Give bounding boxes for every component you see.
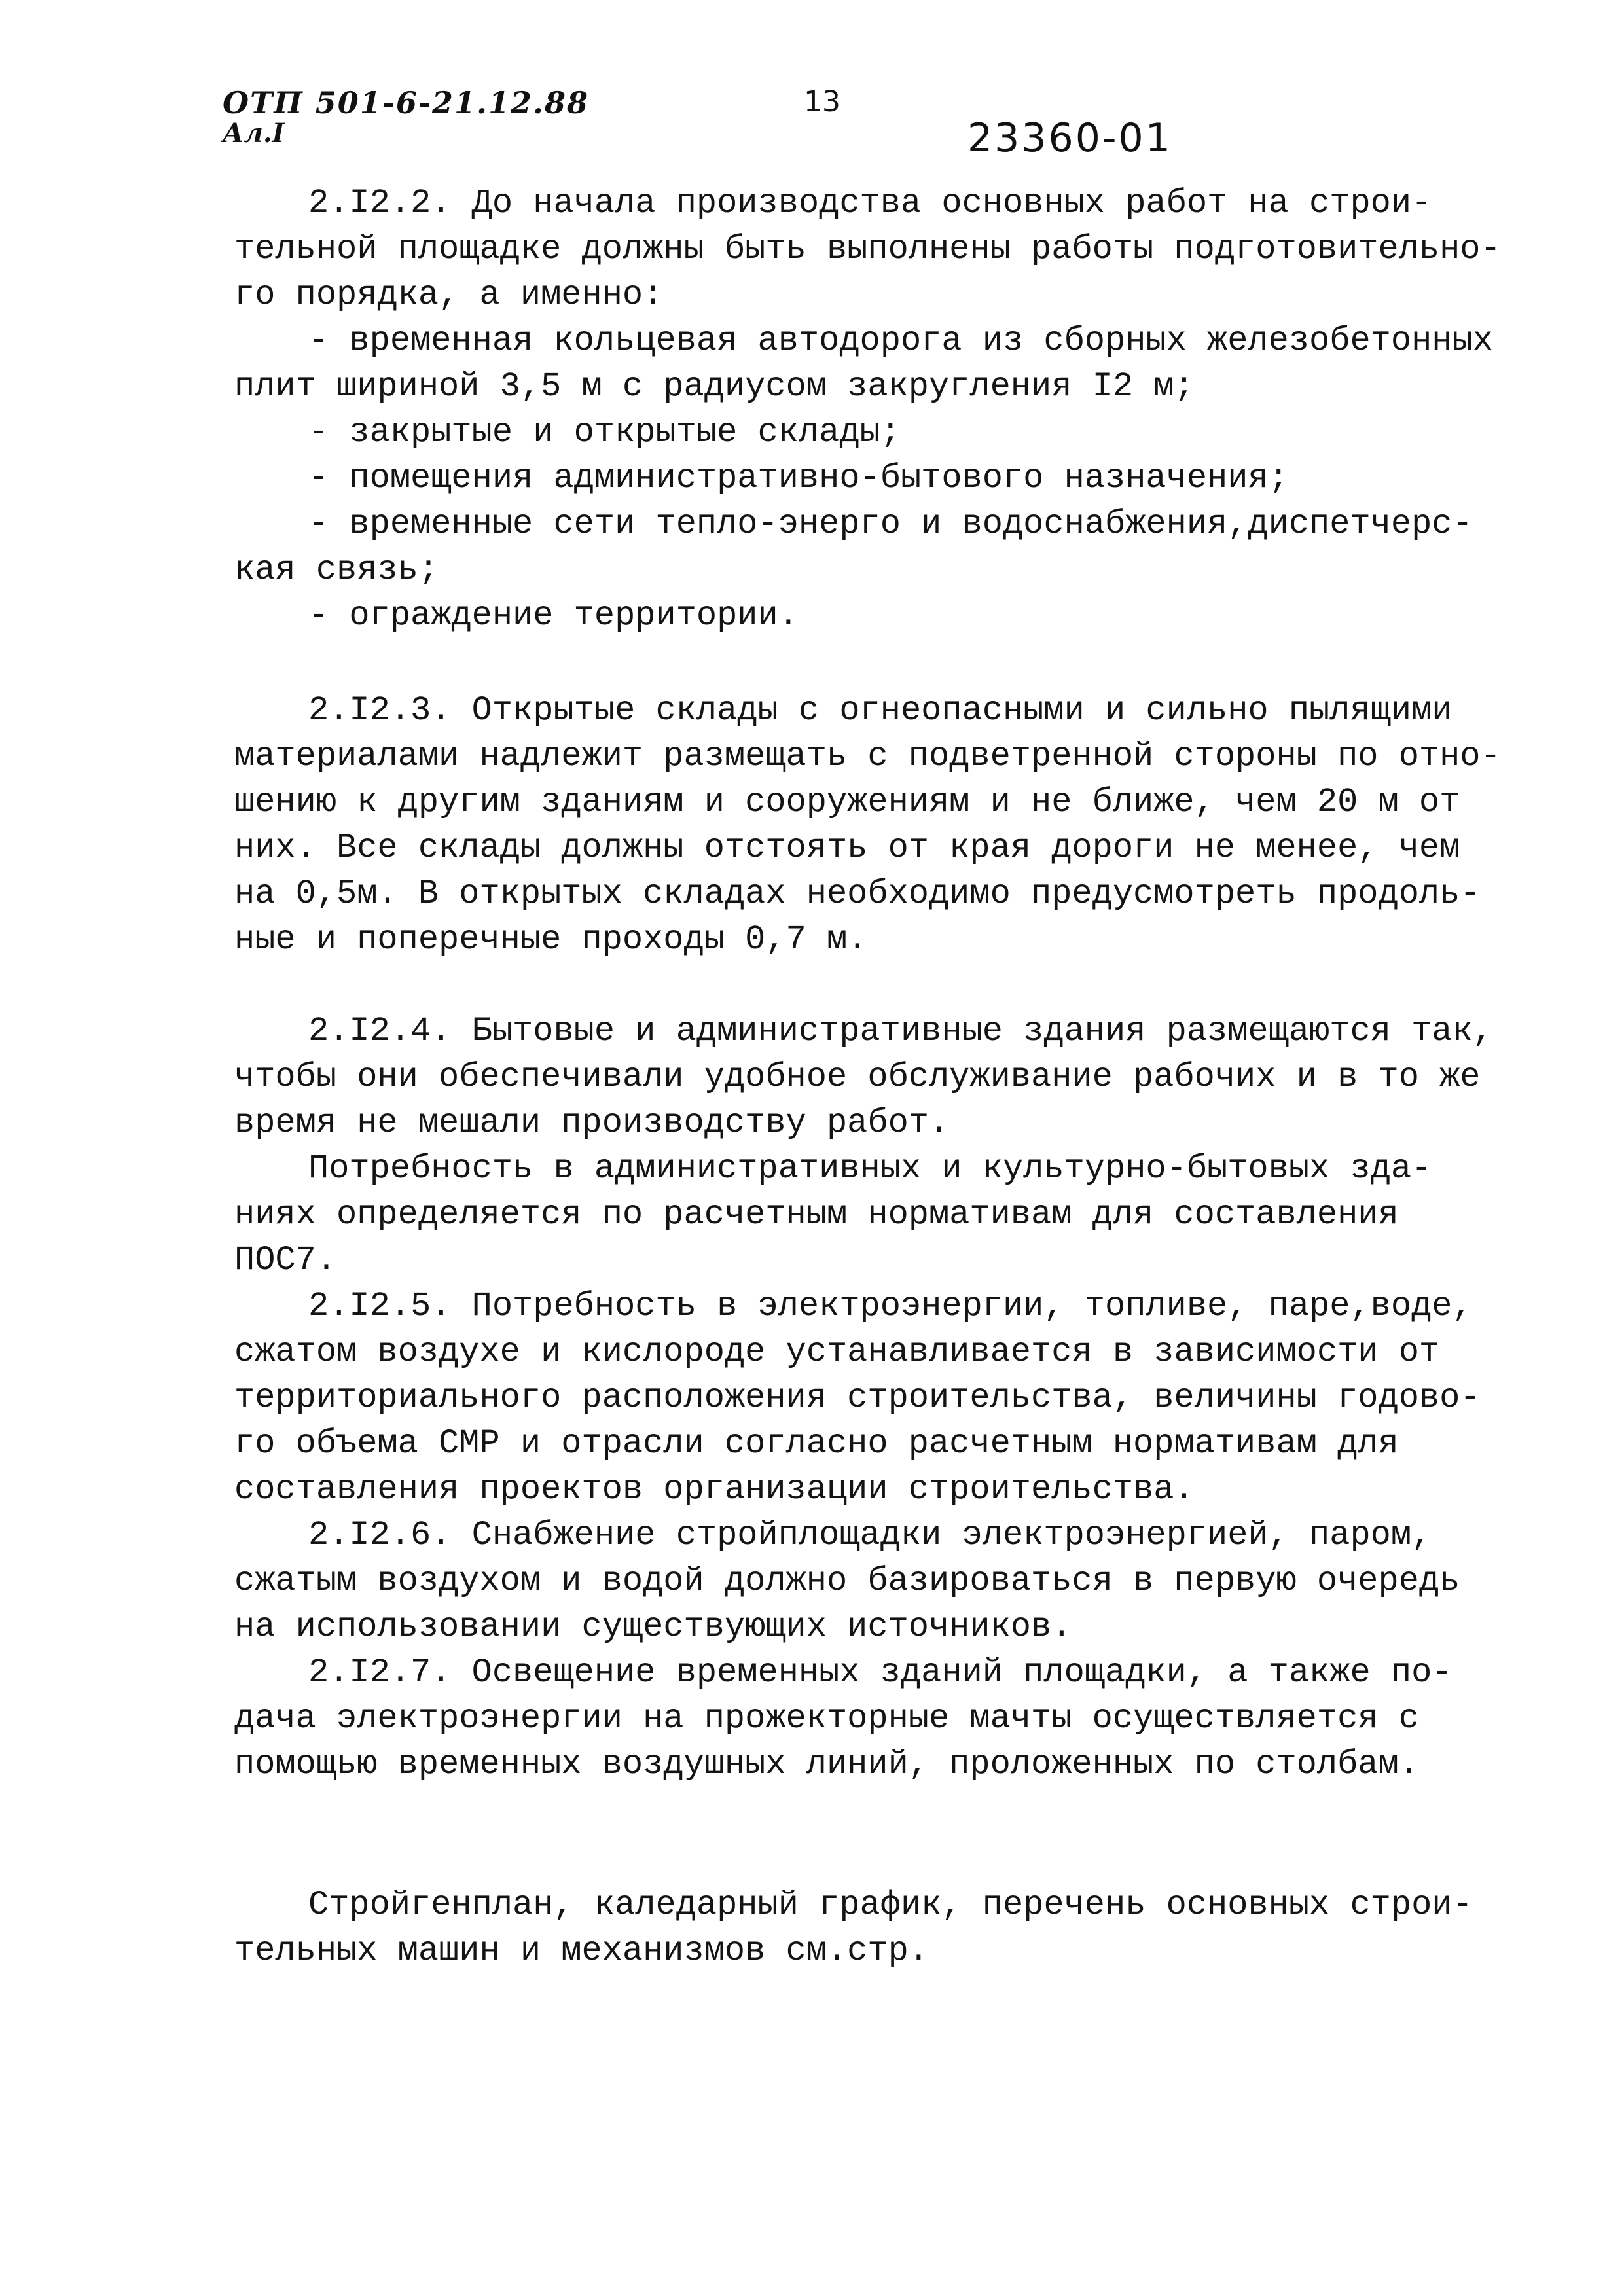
text-line: 2.I2.2. До начала производства основных работ на строи- (308, 184, 1432, 223)
document-code: ОТП 501-6-21.12.88 (223, 85, 590, 120)
text-line: 2.I2.7. Освещение временных зданий площадки, а также по- (308, 1653, 1453, 1692)
page-number: 13 (804, 85, 840, 118)
text-line: - временные сети тепло-энерго и водоснабжения,диспетчерс- (308, 505, 1473, 543)
text-line: плит шириной 3,5 м с радиусом закругления I2 м; (234, 367, 1195, 406)
text-line: - закрытые и открытые склады; (308, 413, 901, 452)
text-line: 2.I2.5. Потребность в электроэнергии, топливе, паре,воде, (308, 1287, 1473, 1325)
text-line: на использовании существующих источников. (234, 1607, 1072, 1646)
text-line: тельной площадке должны быть выполнены работы подготовительно- (234, 230, 1501, 268)
text-line: дача электроэнергии на прожекторные мачты осуществляется с (234, 1699, 1419, 1738)
text-line: 2.I2.4. Бытовые и административные здания размещаются так, (308, 1012, 1493, 1050)
text-line: сжатым воздухом и водой должно базироваться в первую очередь (234, 1562, 1460, 1600)
text-line: го порядка, а именно: (234, 276, 664, 314)
document-number: 23360-01 (967, 115, 1172, 161)
text-line: ниях определяется по расчетным нормативам для составления (234, 1195, 1399, 1234)
text-line: время не мешали производству работ. (234, 1103, 950, 1142)
text-line: шению к другим зданиям и сооружениям и не ближе, чем 20 м от (234, 783, 1460, 821)
text-line: помощью временных воздушных линий, проложенных по столбам. (234, 1745, 1419, 1784)
text-line: 2.I2.6. Снабжение стройплощадки электроэнергией, паром, (308, 1516, 1432, 1554)
sheet-label: Ал.I (223, 118, 285, 149)
text-line: составления проектов организации строительства. (234, 1470, 1195, 1509)
text-line: на 0,5м. В открытых складах необходимо предусмотреть продоль- (234, 874, 1481, 913)
text-line: территориального расположения строительства, величины годово- (234, 1378, 1481, 1417)
text-line: кая связь; (234, 550, 439, 589)
text-line: Потребность в административных и культурно-бытовых зда- (308, 1149, 1432, 1188)
text-line: ные и поперечные проходы 0,7 м. (234, 920, 868, 959)
text-line: тельных машин и механизмов см.стр. (234, 1931, 929, 1970)
text-line: го объема СМР и отрасли согласно расчетным нормативам для (234, 1424, 1399, 1463)
text-line: Стройгенплан, каледарный график, перечень основных строи- (308, 1886, 1473, 1924)
text-line: них. Все склады должны отстоять от края дороги не менее, чем (234, 829, 1460, 867)
text-line: материалами надлежит размещать с подветренной стороны по отно- (234, 737, 1501, 776)
text-line: 2.I2.3. Открытые склады с огнеопасными и сильно пылящими (308, 691, 1453, 730)
text-line: - ограждение территории. (308, 596, 799, 635)
text-line: ПОС7. (234, 1241, 337, 1280)
text-line: - временная кольцевая автодорога из сборных железобетонных (308, 321, 1493, 360)
text-line: сжатом воздухе и кислороде устанавливается в зависимости от (234, 1333, 1440, 1371)
text-line: - помещения административно-бытового назначения; (308, 459, 1289, 497)
text-line: чтобы они обеспечивали удобное обслуживание рабочих и в то же (234, 1058, 1481, 1096)
